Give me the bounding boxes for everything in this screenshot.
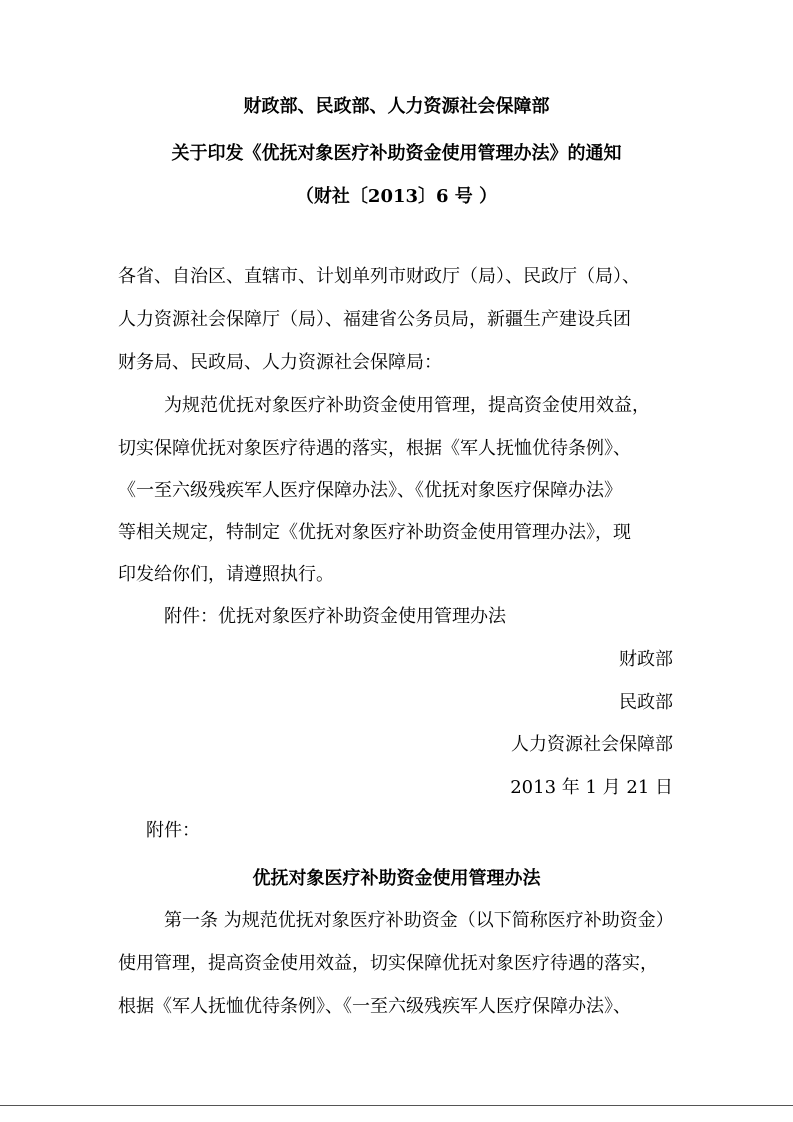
attachment-note: 附件：优抚对象医疗补助资金使用管理办法 (164, 606, 506, 627)
body-line-1: 为规范优抚对象医疗补助资金使用管理，提高资金使用效益， (164, 395, 650, 416)
annex-title: 优抚对象医疗补助资金使用管理办法 (252, 868, 541, 889)
recipients-line-3: 财务局、民政局、人力资源社会保障局： (118, 352, 442, 373)
article1-line-1: 第一条 为规范优抚对象医疗补助资金（以下简称医疗补助资金） (164, 910, 674, 931)
body-line-2: 切实保障优抚对象医疗待遇的落实，根据《军人抚恤优待条例》、 (118, 438, 631, 459)
signature-ministry-hr: 人力资源社会保障部 (511, 734, 673, 755)
recipients-line-2: 人力资源社会保障厅（局）、福建省公务员局，新疆生产建设兵团 (118, 309, 631, 330)
signature-ministry-finance: 财政部 (619, 649, 673, 670)
body-line-5: 印发给你们，请遵照执行。 (118, 564, 334, 585)
article1-line-3: 根据《军人抚恤优待条例》、《一至六级残疾军人医疗保障办法》、 (118, 996, 631, 1017)
page-bottom-rule (0, 1105, 793, 1106)
signature-date: 2013 年 1 月 21 日 (510, 777, 673, 798)
body-line-3: 《一至六级残疾军人医疗保障办法》、《优抚对象医疗保障办法》 (118, 480, 622, 501)
signature-ministry-civil-affairs: 民政部 (619, 692, 673, 713)
article1-line-2: 使用管理，提高资金使用效益，切实保障优抚对象医疗待遇的落实， (118, 953, 658, 974)
document-number: （财社〔2013〕6 号 ） (295, 186, 498, 207)
title-line-1: 财政部、民政部、人力资源社会保障部 (243, 96, 550, 117)
recipients-line-1: 各省、自治区、直辖市、计划单列市财政厅（局）、民政厅（局）、 (118, 266, 640, 287)
title-line-2: 关于印发《优抚对象医疗补助资金使用管理办法》的通知 (171, 143, 622, 164)
body-line-4: 等相关规定，特制定《优抚对象医疗补助资金使用管理办法》，现 (118, 522, 631, 543)
annex-label: 附件： (146, 820, 200, 841)
